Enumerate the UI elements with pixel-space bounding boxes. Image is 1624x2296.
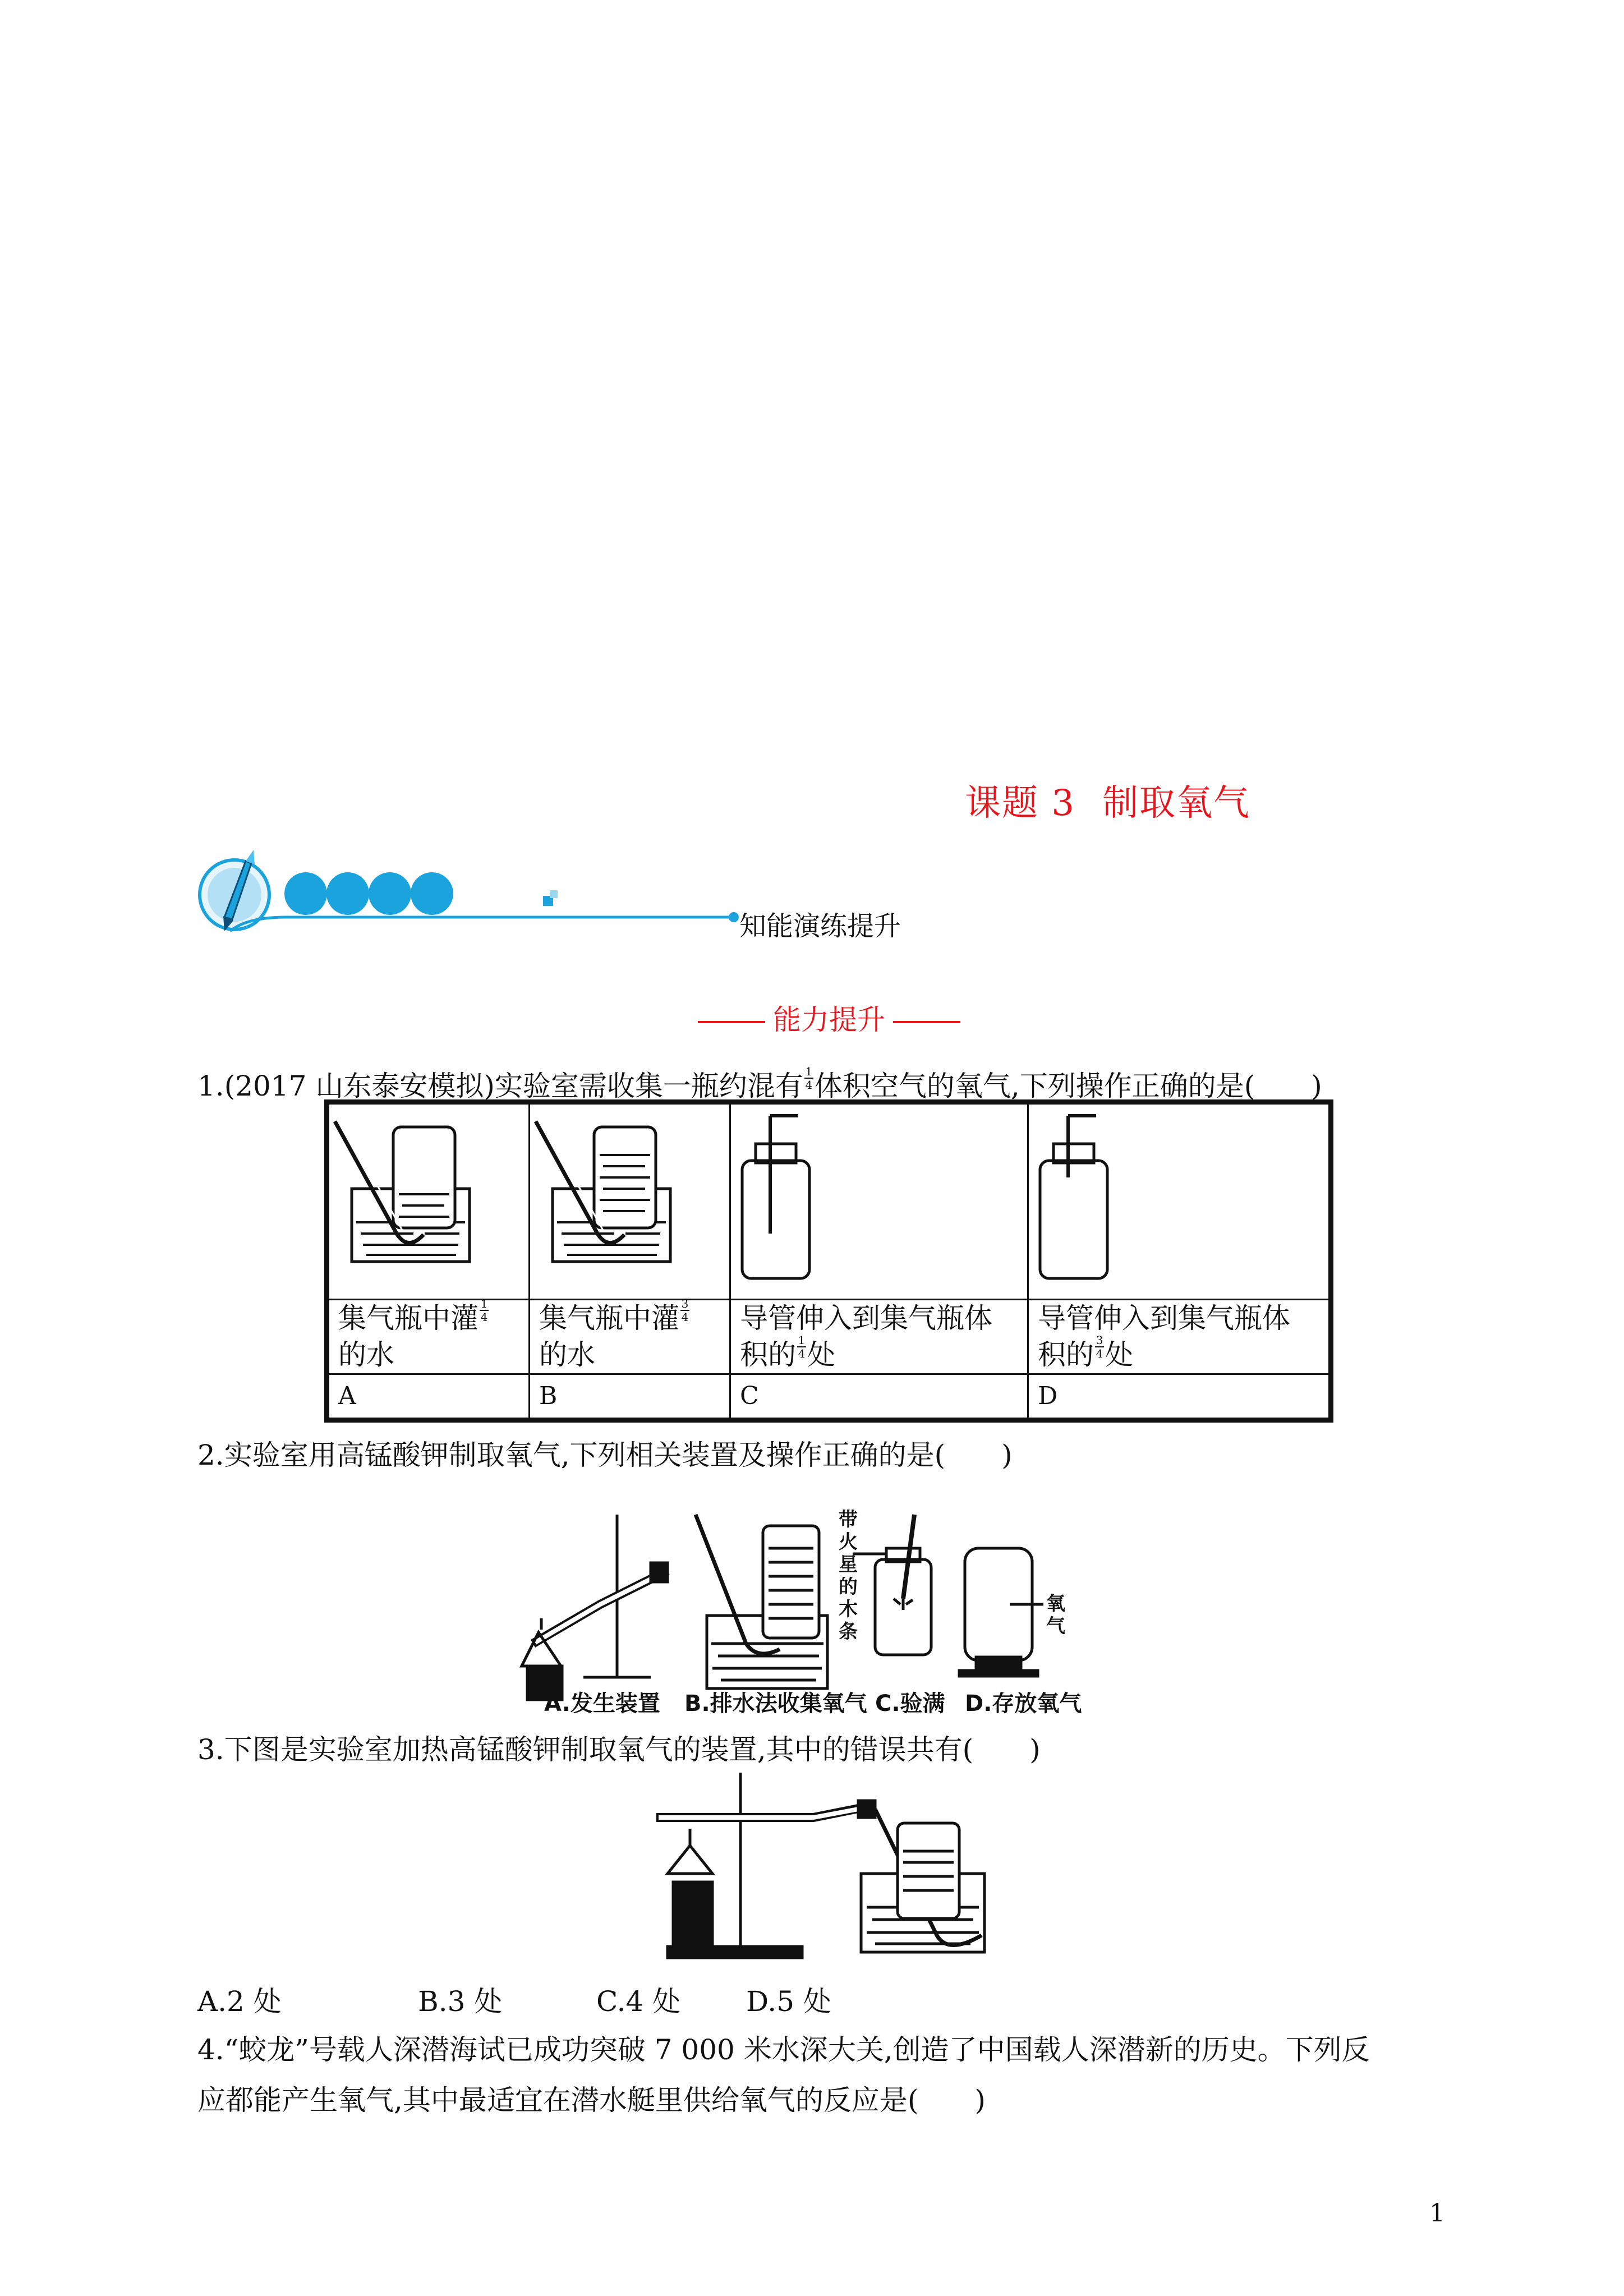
caption-b: B.排水法收集氧气	[684, 1691, 867, 1717]
svg-text:星: 星	[839, 1553, 858, 1576]
apparatus-b	[696, 1515, 827, 1688]
banner-dots	[284, 872, 453, 915]
svg-text:条: 条	[839, 1621, 858, 1643]
apparatus-a	[522, 1515, 668, 1700]
svg-text:氧: 氧	[1046, 1593, 1065, 1615]
svg-text:火: 火	[839, 1531, 858, 1553]
banner-label: 知能演练提升	[739, 910, 901, 942]
section-title	[690, 997, 968, 1038]
option-a-figure	[327, 1102, 530, 1300]
option-b-figure	[530, 1102, 730, 1300]
caption-c: C.验满	[875, 1691, 945, 1717]
svg-text:气: 气	[1046, 1615, 1065, 1637]
q3-option-d: D.5 处	[746, 1985, 831, 2018]
q3-option-c: C.4 处	[596, 1985, 681, 2018]
page-title	[965, 774, 1250, 826]
option-c-text: 导管伸入到集气瓶体 积的 $\frac{1}{4}$ 处	[730, 1300, 1028, 1374]
question-2-stem: 2.实验室用高锰酸钾制取氧气,下列相关装置及操作正确的是( )	[197, 1439, 1013, 1471]
question-4-line-2: 应都能产生氧气,其中最适宜在潜水艇里供给氧气的反应是( )	[197, 2084, 986, 2116]
label-d-side	[1046, 1593, 1065, 1637]
apparatus-d	[959, 1548, 1043, 1676]
q3-option-b: B.3 处	[418, 1985, 503, 2018]
label-c-side	[839, 1509, 858, 1643]
question-2-figure	[516, 1509, 1122, 1722]
option-a-label: A	[327, 1374, 530, 1420]
svg-text:木: 木	[839, 1598, 858, 1621]
svg-text:的: 的	[839, 1576, 858, 1598]
caption-a: A.发生装置	[544, 1691, 660, 1717]
section-banner	[191, 839, 752, 940]
q1-stem-after: 体积空气的氧气,下列操作正确的是( )	[814, 1070, 1322, 1102]
lesson-name: 制取氧气	[1102, 783, 1251, 824]
lesson-number: 课题 3	[965, 783, 1076, 824]
option-b-text: 集气瓶中灌 $\frac{3}{4}$ 的水	[530, 1300, 730, 1374]
question-1-options-table	[324, 1099, 1333, 1423]
question-3-figure	[645, 1767, 1004, 1969]
question-4-line-1: 4.“蛟龙”号载人深潜海试已成功突破 7 000 米水深大关,创造了中国载人深潜新的历史。下列反	[197, 2033, 1370, 2066]
option-b-label: B	[530, 1374, 730, 1420]
section-line-left	[698, 1021, 765, 1023]
option-d-text: 导管伸入到集气瓶体 积的 $\frac{3}{4}$ 处	[1028, 1300, 1331, 1374]
section-title-text: 能力提升	[773, 1004, 885, 1036]
section-line-right	[893, 1021, 960, 1023]
option-d-figure	[1028, 1102, 1331, 1300]
question-3-stem: 3.下图是实验室加热高锰酸钾制取氧气的装置,其中的错误共有( )	[197, 1733, 1041, 1766]
caption-d: D.存放氧气	[965, 1691, 1082, 1717]
option-c-figure	[730, 1102, 1028, 1300]
q3-option-a: A.2 处	[197, 1985, 282, 2018]
q1-stem-before: 1.(2017 山东泰安模拟)实验室需收集一瓶约混有	[197, 1070, 803, 1102]
q1-fraction: $\frac{1}{4}$	[805, 1065, 813, 1092]
page-number: 1	[1429, 2199, 1445, 2228]
svg-text:带: 带	[839, 1509, 858, 1531]
option-a-text: 集气瓶中灌 $\frac{1}{4}$ 的水	[327, 1300, 530, 1374]
option-d-label: D	[1028, 1374, 1331, 1420]
apparatus-c	[853, 1515, 931, 1655]
option-c-label: C	[730, 1374, 1028, 1420]
